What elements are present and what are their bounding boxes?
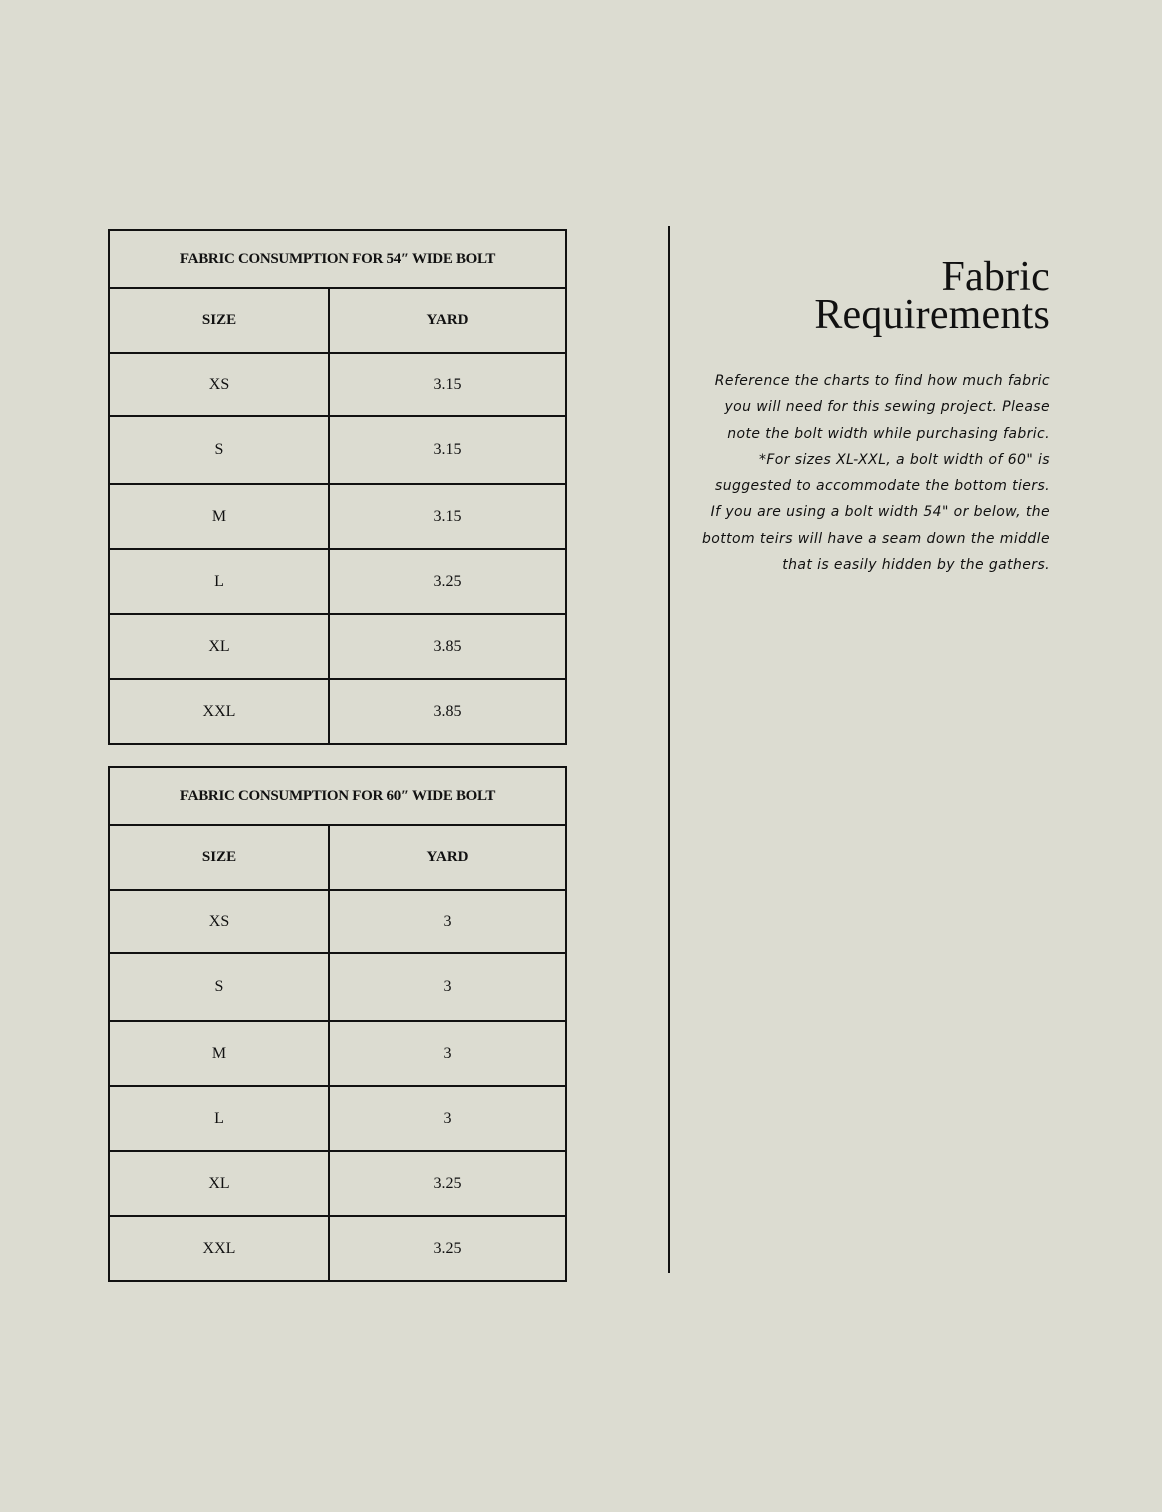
yard-cell: 3.25 bbox=[329, 549, 566, 614]
fabric-table-54 bbox=[108, 229, 567, 745]
yard-cell: 3 bbox=[329, 1086, 566, 1151]
table-row bbox=[109, 549, 566, 614]
yard-cell: 3 bbox=[329, 1021, 566, 1086]
description-line: Reference the charts to find how much fabric bbox=[714, 373, 1050, 389]
yard-cell: 3.85 bbox=[329, 614, 566, 679]
yard-cell: 3.25 bbox=[329, 1216, 566, 1281]
size-cell: XL bbox=[109, 614, 329, 679]
page-title-line-2: Requirements bbox=[814, 292, 1050, 338]
size-cell: M bbox=[109, 484, 329, 549]
page-title-line-1: Fabric bbox=[941, 254, 1050, 300]
yard-cell: 3 bbox=[329, 953, 566, 1021]
table-row bbox=[109, 953, 566, 1021]
description-line: suggested to accommodate the bottom tiers. bbox=[715, 478, 1050, 495]
size-cell: XS bbox=[109, 353, 329, 416]
size-cell: XXL bbox=[109, 679, 329, 744]
yard-cell: 3.15 bbox=[329, 416, 566, 484]
table-row bbox=[109, 890, 566, 953]
yard-cell: 3.15 bbox=[329, 353, 566, 416]
table-row bbox=[109, 484, 566, 549]
size-cell: L bbox=[109, 549, 329, 614]
yard-cell: 3.25 bbox=[329, 1151, 566, 1216]
table-row bbox=[109, 614, 566, 679]
description-paragraph bbox=[690, 368, 1050, 578]
vertical-divider bbox=[668, 226, 670, 1273]
yard-cell: 3.15 bbox=[329, 484, 566, 549]
yard-cell: 3 bbox=[329, 890, 566, 953]
table-row bbox=[109, 353, 566, 416]
table-title: FABRIC CONSUMPTION FOR 60″ WIDE BOLT bbox=[109, 767, 566, 825]
size-cell: XL bbox=[109, 1151, 329, 1216]
yard-header: YARD bbox=[329, 288, 566, 353]
size-cell: XS bbox=[109, 890, 329, 953]
description-line: note the bolt width while purchasing fabric. bbox=[727, 425, 1050, 442]
fabric-table-60 bbox=[108, 766, 567, 1282]
description-line: bottom teirs will have a seam down the middle bbox=[701, 530, 1050, 547]
size-header: SIZE bbox=[109, 288, 329, 353]
size-cell: XXL bbox=[109, 1216, 329, 1281]
size-cell: L bbox=[109, 1086, 329, 1151]
table-row bbox=[109, 1086, 566, 1151]
table-row bbox=[109, 1216, 566, 1281]
description-line: you will need for this sewing project. Please bbox=[724, 399, 1050, 416]
page-title bbox=[814, 254, 1050, 338]
description-line: *For sizes XL-XXL, a bolt width of 60" is bbox=[758, 451, 1050, 468]
table-row bbox=[109, 416, 566, 484]
description-line: If you are using a bolt width 54" or below, the bbox=[710, 504, 1050, 521]
description-line: that is easily hidden by the gathers. bbox=[782, 557, 1050, 574]
table-title: FABRIC CONSUMPTION FOR 54″ WIDE BOLT bbox=[109, 230, 566, 288]
table-row bbox=[109, 1151, 566, 1216]
size-cell: S bbox=[109, 416, 329, 484]
size-cell: S bbox=[109, 953, 329, 1021]
yard-cell: 3.85 bbox=[329, 679, 566, 744]
table-row bbox=[109, 1021, 566, 1086]
size-cell: M bbox=[109, 1021, 329, 1086]
yard-header: YARD bbox=[329, 825, 566, 890]
size-header: SIZE bbox=[109, 825, 329, 890]
table-row bbox=[109, 679, 566, 744]
